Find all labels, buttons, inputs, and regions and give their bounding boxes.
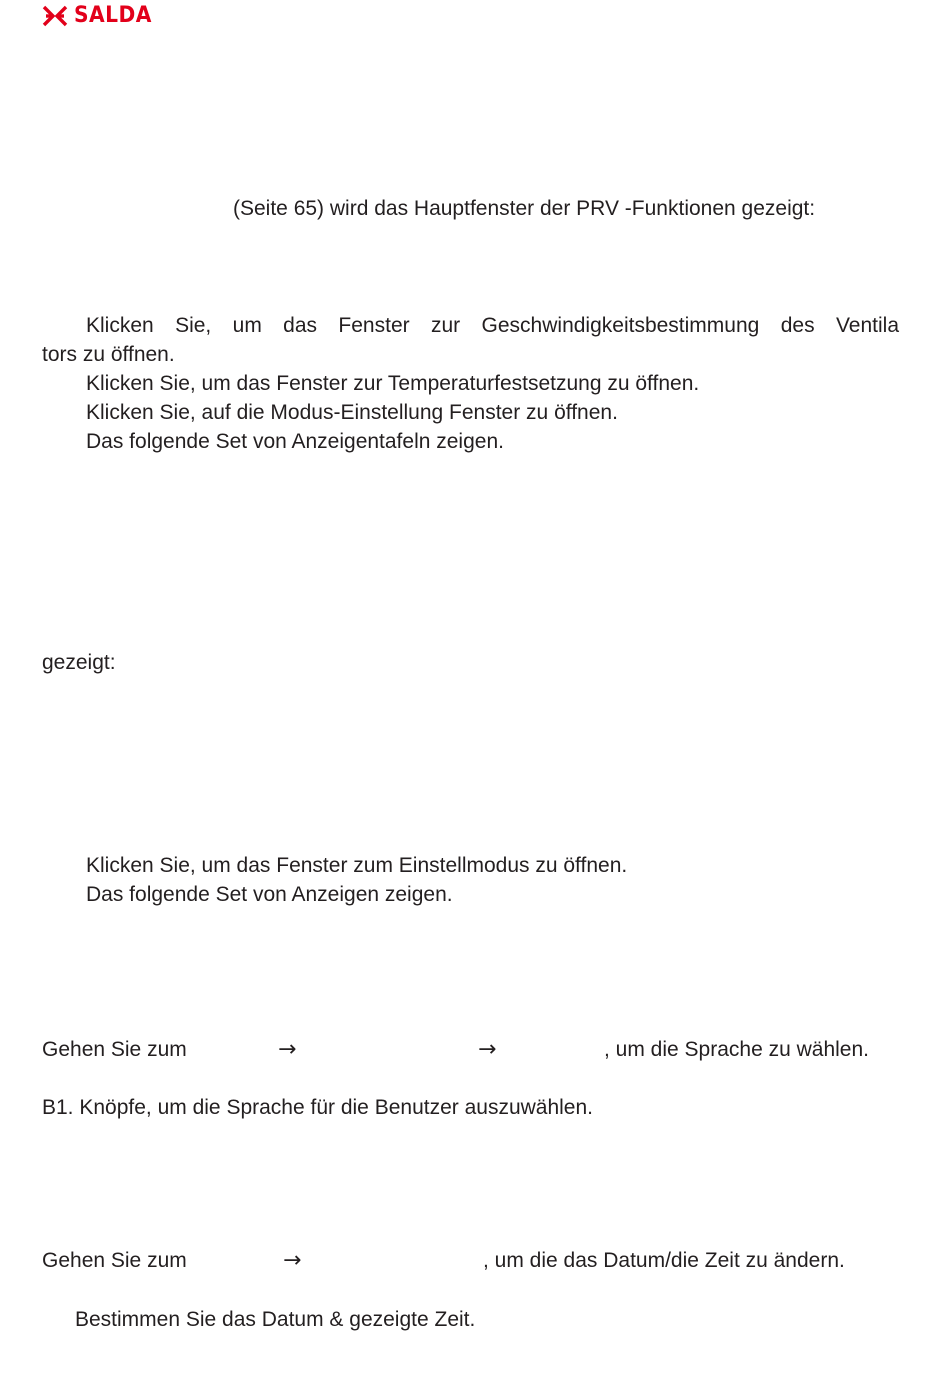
arrow-icon: → <box>283 1248 302 1273</box>
salda-logo <box>42 4 159 28</box>
paragraph-settings-mode: Klicken Sie, um das Fenster zum Einstellmodus zu öffnen. <box>86 854 628 877</box>
paragraph-temperature: Klicken Sie, um das Fenster zur Temperaturfestsetzung zu öffnen. <box>86 372 700 395</box>
paragraph-displays: Das folgende Set von Anzeigen zeigen. <box>86 883 453 906</box>
salda-chevrons-icon <box>42 5 68 27</box>
paragraph-panels: Das folgende Set von Anzeigentafeln zeigen. <box>86 430 504 453</box>
fan-speed-line-2: tors zu öffnen. <box>42 343 175 366</box>
language-instruction-prefix: Gehen Sie zum <box>42 1038 187 1061</box>
fan-speed-line-1: Klicken Sie, um das Fenster zur Geschwindigkeitsbestimmung des Ventila <box>86 314 899 337</box>
date-instruction-prefix: Gehen Sie zum <box>42 1249 187 1272</box>
paragraph-gezeigt: gezeigt: <box>42 651 116 674</box>
logo-text: SALDA <box>74 3 152 28</box>
paragraph-datetime: Bestimmen Sie das Datum & gezeigte Zeit. <box>75 1308 476 1331</box>
arrow-icon: → <box>278 1037 297 1062</box>
paragraph-b1: B1. Knöpfe, um die Sprache für die Benutzer auszuwählen. <box>42 1096 594 1119</box>
paragraph-fan-speed <box>42 311 899 369</box>
paragraph-mode: Klicken Sie, auf die Modus-Einstellung Fenster zu öffnen. <box>86 401 618 424</box>
arrow-icon: → <box>478 1037 497 1062</box>
language-instruction-suffix: , um die Sprache zu wählen. <box>604 1038 869 1061</box>
date-instruction-suffix: , um die das Datum/die Zeit zu ändern. <box>483 1249 845 1272</box>
paragraph-seite: (Seite 65) wird das Hauptfenster der PRV -Funktionen gezeigt: <box>233 197 816 220</box>
